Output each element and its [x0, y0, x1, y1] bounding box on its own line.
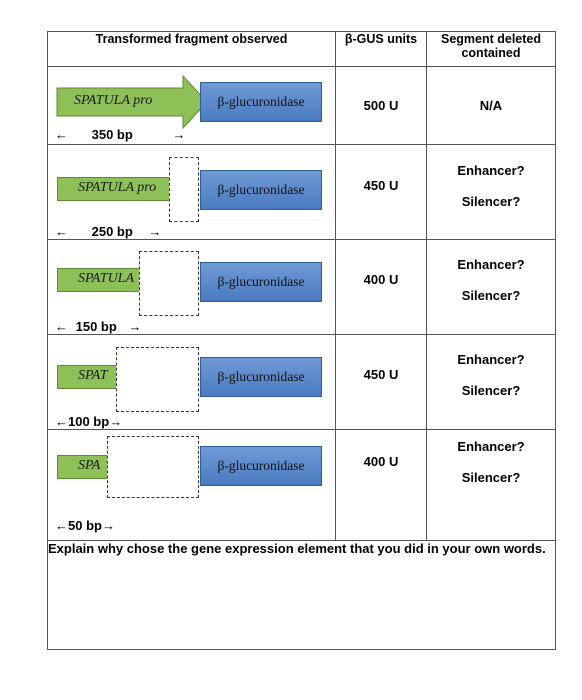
- size-label: 250 bp: [91, 224, 133, 239]
- size-label: 50 bp: [68, 518, 102, 533]
- fragment-size: [55, 319, 141, 334]
- gene-box: β-glucuronidase: [200, 446, 322, 486]
- fragment-diagram: [48, 240, 336, 335]
- right-arrow-icon: →: [128, 319, 142, 334]
- segment-cell: [427, 335, 556, 430]
- left-arrow-icon: ←: [55, 224, 68, 239]
- table-row: [48, 240, 556, 335]
- size-label: 350 bp: [91, 127, 133, 142]
- segment-cell: [427, 67, 556, 145]
- table-row: [48, 67, 556, 145]
- left-arrow-icon: ←: [55, 518, 68, 533]
- segment-value: Silencer?: [461, 383, 521, 398]
- gus-units-cell: [336, 67, 427, 145]
- gene-box: β-glucuronidase: [200, 170, 322, 210]
- promoter-label: SPA: [78, 458, 101, 473]
- header-fragment: Transformed fragment observed: [48, 32, 336, 67]
- segment-value: Enhancer?: [457, 257, 525, 272]
- gus-units-value: 400 U: [363, 272, 399, 287]
- fragment-size: [55, 224, 161, 239]
- deleted-region: [139, 251, 199, 316]
- table-row: [48, 335, 556, 430]
- explanation-row: [48, 541, 556, 650]
- fragment-diagram: [48, 67, 336, 145]
- segment-cell: [427, 145, 556, 240]
- deleted-region: [116, 347, 199, 412]
- fragment-diagram: [48, 430, 336, 541]
- right-arrow-icon: →: [101, 518, 115, 533]
- size-label: 150 bp: [75, 319, 117, 334]
- fragment-diagram: [48, 145, 336, 240]
- left-arrow-icon: ←: [55, 414, 68, 429]
- explanation-prompt[interactable]: Explain why chose the gene expression element that you did in your own words.: [48, 541, 556, 650]
- promoter-label: SPATULA pro: [74, 93, 153, 108]
- segment-cell: [427, 240, 556, 335]
- right-arrow-icon: →: [148, 224, 162, 239]
- right-arrow-icon: →: [172, 127, 186, 142]
- gus-units-cell: [336, 430, 427, 541]
- fragment-diagram: [48, 335, 336, 430]
- gus-units-cell: [336, 335, 427, 430]
- promoter-label: SPAT: [78, 368, 108, 383]
- gene-box: β-glucuronidase: [200, 82, 322, 122]
- gus-units-cell: [336, 145, 427, 240]
- deleted-region: [169, 157, 199, 222]
- segment-value: Enhancer?: [457, 163, 525, 178]
- promoter-label: SPATULA: [78, 271, 135, 286]
- deleted-region: [107, 436, 199, 498]
- fragment-size: [55, 414, 122, 429]
- left-arrow-icon: ←: [55, 127, 68, 142]
- size-label: 100 bp: [68, 414, 110, 429]
- right-arrow-icon: →: [109, 414, 123, 429]
- table-row: [48, 145, 556, 240]
- segment-value: N/A: [479, 98, 503, 113]
- segment-cell: [427, 430, 556, 541]
- header-gus-units: β-GUS units: [336, 32, 427, 67]
- gus-units-value: 450 U: [363, 367, 399, 382]
- gene-box: β-glucuronidase: [200, 262, 322, 302]
- worksheet: [47, 31, 555, 646]
- table-row: [48, 430, 556, 541]
- header-row: [48, 32, 556, 67]
- left-arrow-icon: ←: [55, 319, 68, 334]
- results-table: [47, 31, 556, 650]
- fragment-size: [55, 518, 115, 533]
- gus-units-cell: [336, 240, 427, 335]
- gus-units-value: 450 U: [363, 178, 399, 193]
- gus-units-value: 500 U: [363, 98, 399, 113]
- segment-value: Silencer?: [461, 194, 521, 209]
- segment-value: Silencer?: [461, 470, 521, 485]
- segment-value: Silencer?: [461, 288, 521, 303]
- fragment-size: [55, 127, 185, 142]
- header-segment: Segment deleted contained: [427, 32, 556, 67]
- gus-units-value: 400 U: [363, 454, 399, 469]
- segment-value: Enhancer?: [457, 352, 525, 367]
- promoter-label: SPATULA pro: [78, 180, 157, 195]
- segment-value: Enhancer?: [457, 439, 525, 454]
- gene-box: β-glucuronidase: [200, 357, 322, 397]
